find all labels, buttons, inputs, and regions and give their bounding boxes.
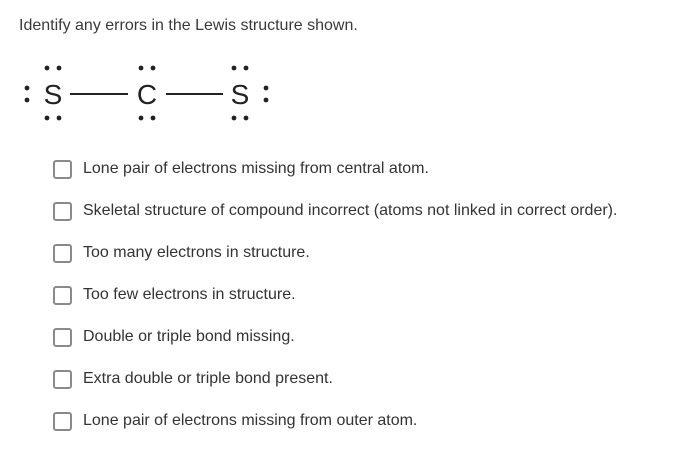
electron-dot — [264, 98, 269, 103]
checkbox[interactable] — [53, 202, 72, 221]
option-label: Double or triple bond missing. — [83, 328, 295, 345]
atom-label-right: S — [230, 79, 250, 110]
checkbox[interactable] — [53, 328, 72, 347]
electron-dot — [45, 116, 50, 121]
option-extra-bond[interactable] — [53, 367, 333, 391]
electron-dot — [232, 66, 237, 71]
option-lone-pair-central[interactable] — [53, 157, 429, 181]
option-lone-pair-outer[interactable] — [53, 409, 417, 433]
electron-dot — [151, 66, 156, 71]
question-prompt: Identify any errors in the Lewis structure shown. — [19, 17, 358, 34]
option-label: Lone pair of electrons missing from outer atom. — [83, 412, 418, 429]
electron-dot — [57, 66, 62, 71]
atom-label-center: C — [136, 79, 158, 110]
option-label: Skeletal structure of compound incorrect (atoms not linked in correct order). — [83, 202, 618, 219]
option-label: Lone pair of electrons missing from central atom. — [83, 160, 429, 177]
option-too-few-electrons[interactable] — [53, 283, 296, 307]
electron-dot — [232, 116, 237, 121]
atom-label-left: S — [43, 79, 63, 110]
option-bond-missing[interactable] — [53, 325, 295, 349]
electron-dot — [139, 66, 144, 71]
electron-dot — [25, 98, 30, 103]
checkbox[interactable] — [53, 412, 72, 431]
option-label: Extra double or triple bond present. — [83, 370, 333, 387]
option-label: Too few electrons in structure. — [83, 286, 296, 303]
lewis-structure-diagram — [20, 58, 280, 130]
electron-dot — [151, 116, 156, 121]
electron-dot — [57, 116, 62, 121]
electron-dot — [244, 116, 249, 121]
electron-dot — [45, 66, 50, 71]
checkbox[interactable] — [53, 244, 72, 263]
option-label: Too many electrons in structure. — [83, 244, 310, 261]
checkbox[interactable] — [53, 286, 72, 305]
electron-dot — [264, 86, 269, 91]
option-too-many-electrons[interactable] — [53, 241, 310, 265]
electron-dot — [25, 86, 30, 91]
checkbox[interactable] — [53, 370, 72, 389]
electron-dot — [244, 66, 249, 71]
checkbox[interactable] — [53, 160, 72, 179]
electron-dot — [139, 116, 144, 121]
option-skeletal-structure[interactable] — [53, 199, 617, 223]
